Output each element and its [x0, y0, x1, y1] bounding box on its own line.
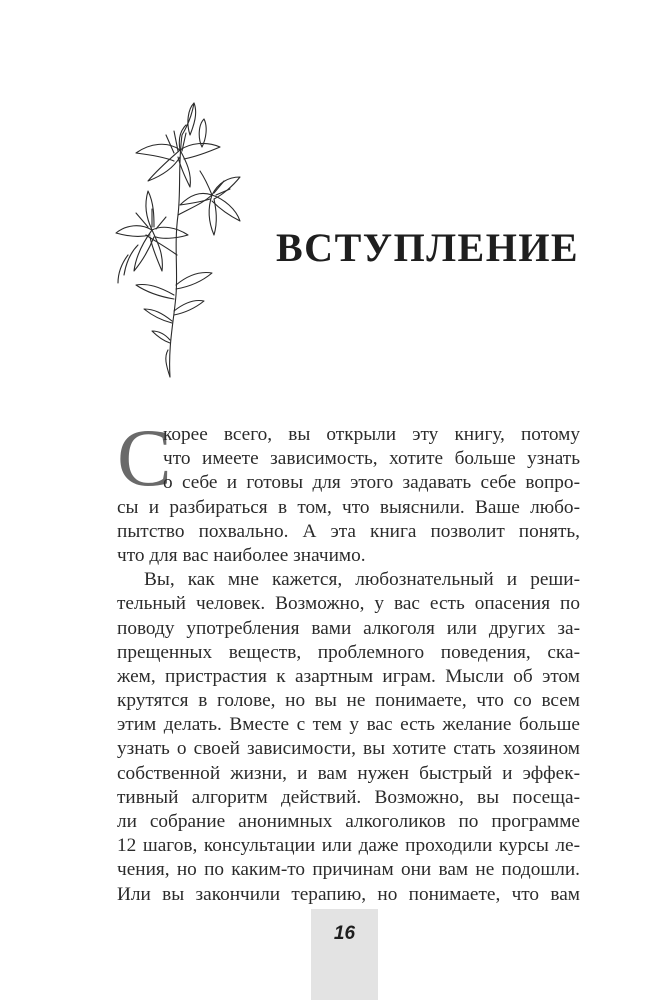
text-line: 12 шагов, консультации или даже проходили курсы ле- [117, 835, 580, 857]
text-line: ли собрание анонимных алкоголиков по программе [117, 811, 580, 832]
page-number-tab [311, 909, 378, 1000]
text-line: узнать о своей зависимости, вы хотите стать хозяином [117, 738, 580, 760]
text-line: собственной жизни, и вам нужен быстрый и эффек- [117, 762, 580, 784]
text-line: что имеете зависимость, хотите больше узнать [163, 448, 580, 470]
chapter-title: ВСТУПЛЕНИЕ [276, 225, 580, 270]
drop-cap: С [117, 412, 172, 503]
text-line: чения, но по каким-то причинам они вам не подошли. [117, 859, 580, 881]
text-line: о себе и готовы для этого задавать себе вопро- [163, 472, 580, 494]
text-line: поводу употребления вами алкоголя или других за- [117, 617, 580, 639]
text-line: Или вы закончили терапию, но понимаете, что вам [117, 883, 580, 905]
text-line: жем, пристрастия к азартным играм. Мысли об этом [117, 665, 580, 687]
text-line: тивный алгоритм действий. Возможно, вы посеща- [117, 786, 580, 808]
text-line: прещенных веществ, проблемного поведения, ска- [117, 641, 580, 663]
text-line: сы и разбираться в том, что выяснили. Ваше любо- [117, 496, 580, 518]
text-line: тельный человек. Возможно, у вас есть опасения по [117, 593, 580, 615]
text-line: этим делать. Вместе с тем у вас есть желание больше [117, 714, 580, 736]
text-line: пытство похвально. А эта книга позволит понять, [117, 520, 580, 542]
lily-flower-icon [108, 95, 248, 385]
text-line: корее всего, вы открыли эту книгу, потому [163, 424, 580, 445]
page-number: 16 [333, 923, 356, 944]
text-line: крутятся в голове, но вы не понимаете, что со всем [117, 690, 580, 712]
text-line: Вы, как мне кажется, любознательный и реши- [144, 569, 580, 591]
text-line: что для вас наиболее значимо. [117, 544, 366, 566]
body-text [117, 423, 580, 907]
